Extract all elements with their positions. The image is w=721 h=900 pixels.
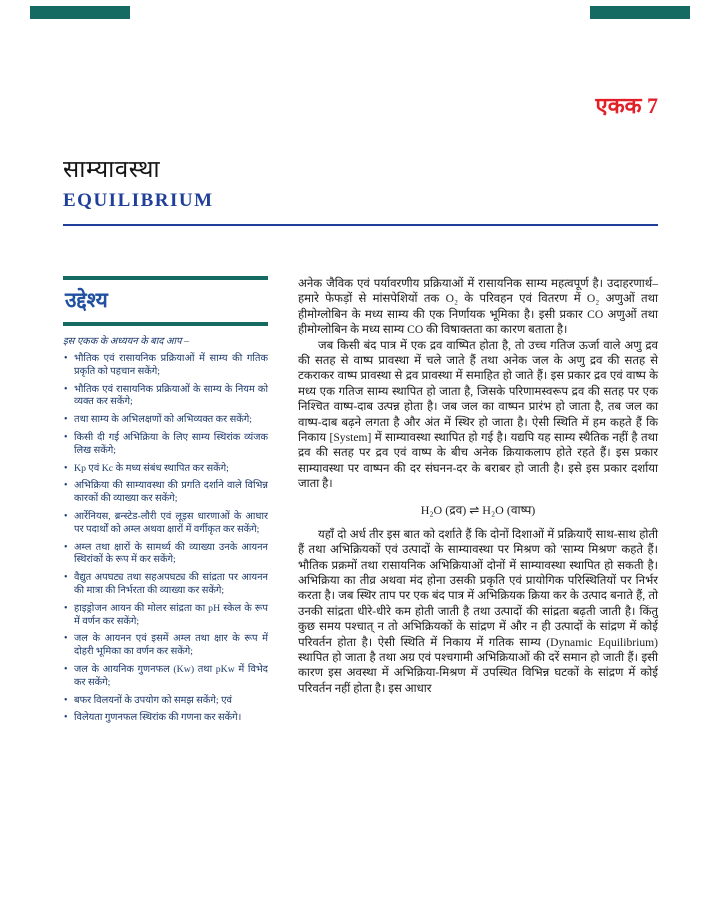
objectives-intro: इस एकक के अध्ययन के बाद आप – [63, 336, 189, 347]
objective-item: • अभिक्रिया की साम्यावस्था की प्रगति दर्शाने वाले विभिन्न कारकों की व्याख्या कर सकेंगे; [63, 480, 268, 506]
objectives-panel [63, 276, 268, 730]
objective-item: • अम्ल तथा क्षारों के सामर्थ्य की व्याख्या उनके आयनन स्थिरांकों के रूप में कर सकेंगे; [63, 542, 268, 568]
objectives-bottom-bar [63, 322, 268, 326]
objective-item: • तथा साम्य के अभिलक्षणों को अभिव्यक्त कर सकेंगे; [63, 414, 268, 427]
objective-item: • हाइड्रोजन आयन की मोलर सांद्रता का pH स्केल के रूप में वर्णन कर सकेंगे; [63, 603, 268, 629]
objectives-heading: उद्देश्य [65, 288, 108, 312]
paragraph-evaporation: जब किसी बंद पात्र में एक द्रव वाष्पित होता है, तो उच्च गतिज ऊर्जा वाले अणु द्रव की सतह से वाष्प प्रावस्था में चले जाते हैं तथा अनेक जल के अणु द्रव की सतह से टकराकर वाष्प प्रावस्था से द्रव प्रावस्था में समाहित हो जाते हैं। इस प्रकार द्रव एवं वाष्प के मध्य एक गतिज साम्य स्थापित हो जाता है, जिसके परिणामस्वरूप द्रव की सतह पर एक निश्चित वाष्प-दाब उत्पन्न होता है। जब जल का वाष्पन प्रारंभ हो जाता है, तब जल का वाष्प-दाब बढ़ने लगता है और अंत में स्थिर हो जाता है। ऐसी स्थिति में हम कहते हैं कि निकाय [System] में साम्यावस्था स्थापित हो गई है। यद्यपि यह साम्य स्थैतिक नहीं है तथा द्रव की सतह पर द्रव एवं वाष्प के बीच अनेक क्रियाकलाप होते रहते हैं। इस प्रकार साम्यावस्था पर वाष्पन की दर संघनन-दर के बराबर हो जाती है। इसे इस प्रकार दर्शाया जाता है। [298, 338, 658, 491]
objective-item: • बफर विलयनों के उपयोग को समझ सकेंगे; एवं [63, 695, 268, 708]
objectives-list [63, 353, 268, 725]
paragraph-dynamic-equilibrium: यहाँ दो अर्ध तीर इस बात को दर्शाते हैं कि दोनों दिशाओं में प्रक्रियाएँ साथ-साथ होती हैं तथा अभिक्रियकों एवं उत्पादों के साम्यावस्था पर मिश्रण को 'साम्य मिश्रण' कहते हैं। भौतिक प्रक्रमों तथा रासायनिक अभिक्रियाओं दोनों में साम्यावस्था स्थापित हो सकती है। अभिक्रिया का तीव्र अथवा मंद होना उसकी प्रकृति एवं प्रायोगिक परिस्थितियों पर निर्भर करता है। जब स्थिर ताप पर एक बंद पात्र में अभिक्रियक क्रिया कर के उत्पाद बनाते हैं, तो उनकी सांद्रता धीरे-धीरे कम होती जाती है तथा उत्पादों की सांद्रता बढ़ती जाती है। किंतु कुछ समय पश्चात् न तो अभिक्रियकों के सांद्रण में और न ही उत्पादों के सांद्रण में कोई परिवर्तन होता है। ऐसी स्थिति में निकाय में गतिक साम्य (Dynamic Equilibrium) स्थापित हो जाता है तथा अग्र एवं पश्चगामी अभिक्रियाओं की दरें समान हो जाती हैं। इसी कारण इस अवस्था में अभिक्रिया-मिश्रण में उपस्थित विभिन्न घटकों के सांद्रण में कोई परिवर्तन नहीं होता है। इस आधार [298, 527, 658, 695]
chapter-title-english: EQUILIBRIUM [63, 190, 214, 211]
objective-item: • भौतिक एवं रासायनिक प्रक्रियाओं में साम्य की गतिक प्रकृति को पहचान सकेंगे; [63, 353, 268, 379]
unit-number: एकक 7 [595, 93, 658, 118]
objective-item: • जल के आयनन एवं इसमें अम्ल तथा क्षार के रूप में दोहरी भूमिका का वर्णन कर सकेंगे; [63, 633, 268, 659]
objective-item: • भौतिक एवं रासायनिक प्रक्रियाओं के साम्य के नियम को व्यक्त कर सकेंगे; [63, 384, 268, 410]
objective-item: • Kp एवं Kc के मध्य संबंध स्थापित कर सकेंगे; [63, 463, 268, 476]
title-divider-rule [63, 224, 658, 226]
objective-item: • किसी दी गई अभिक्रिया के लिए साम्य स्थिरांक व्यंजक लिख सकेंगे; [63, 432, 268, 458]
paragraph-intro: अनेक जैविक एवं पर्यावरणीय प्रक्रियाओं में रासायनिक साम्य महत्वपूर्ण है। उदाहरणार्थ– हमारे फेफड़ों से मांसपेशियों तक O₂ के परिवहन एवं वितरण में O₂ अणुओं तथा हीमोग्लोबिन के मध्य साम्य की एक निर्णायक भूमिका है। इसी प्रकार CO अणुओं तथा हीमोग्लोबिन के मध्य साम्य CO की विषाक्तता का कारण बताता है। [298, 277, 658, 337]
equilibrium-equation: H₂O (द्रव) ⇌ H₂O (वाष्प) [420, 502, 536, 517]
objective-item: • जल के आयनिक गुणनफल (Kw) तथा pKw में विभेद कर सकेंगे; [63, 664, 268, 690]
top-right-corner-bar [590, 6, 690, 19]
top-left-corner-bar [30, 6, 130, 19]
objective-item: • आर्रेनियस, ब्रन्स्टेड-लौरी एवं लूइस धारणाओं के आधार पर पदार्थों को अम्ल अथवा क्षारों में वर्गीकृत कर सकेंगे; [63, 511, 268, 537]
chapter-title-hindi: साम्यावस्था [63, 157, 161, 183]
objective-item: • विलेयता गुणनफल स्थिरांक की गणना कर सकेंगे। [63, 712, 268, 725]
objective-item: • वैद्युत अपघट्य तथा सहअपघट्य की सांद्रता पर आयनन की मात्रा की निर्भरता की व्याख्या कर सकेंगे; [63, 572, 268, 598]
two-column-layout [63, 276, 658, 730]
body-text-column [298, 276, 658, 696]
